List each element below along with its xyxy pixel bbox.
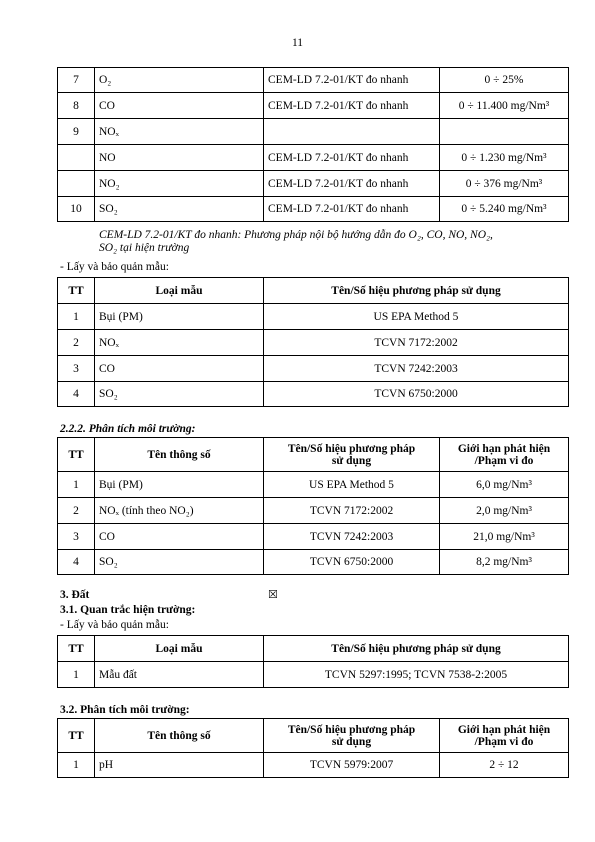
header-limit-line-2: /Phạm vi đo [474, 454, 534, 467]
header-method-line-1: Tên/Số hiệu phương pháp [287, 442, 416, 455]
row-sample-type: Mẫu đất [95, 662, 264, 688]
table-header-row [58, 438, 569, 472]
row-tt: 7 [58, 68, 95, 93]
row-parameter: CO [95, 93, 264, 119]
row-range: 0 ÷ 25% [440, 68, 569, 93]
row-parameter: NOₓ (tính theo NO₂) [95, 498, 264, 524]
field-measurement-table [57, 67, 569, 222]
row-limit: 2,0 mg/Nm³ [440, 498, 569, 524]
row-method: CEM-LD 7.2-01/KT đo nhanh [264, 68, 440, 93]
row-limit: 6,0 mg/Nm³ [440, 472, 569, 498]
row-method: US EPA Method 5 [264, 304, 569, 330]
header-method: Tên/Số hiệu phương pháp sử dụng [264, 278, 569, 304]
row-sample-type: Bụi (PM) [95, 304, 264, 330]
row-tt: 10 [58, 197, 95, 222]
row-range: 0 ÷ 5.240 mg/Nm³ [440, 197, 569, 222]
row-tt: 4 [58, 382, 95, 407]
row-method: TCVN 6750:2000 [264, 382, 569, 407]
row-range [440, 119, 569, 145]
row-method [264, 119, 440, 145]
header-method-line-2: sử dụng [331, 454, 372, 467]
table-row [58, 68, 569, 93]
header-method [264, 719, 440, 753]
method-note-line-2: SO₂ tại hiện trường [99, 242, 190, 254]
row-tt: 1 [58, 304, 95, 330]
table-row [58, 524, 569, 550]
table-row [58, 145, 569, 171]
row-tt: 3 [58, 524, 95, 550]
header-method-line-1: Tên/Số hiệu phương pháp [287, 723, 416, 736]
table-row [58, 662, 569, 688]
row-range: 0 ÷ 11.400 mg/Nm³ [440, 93, 569, 119]
row-tt: 2 [58, 330, 95, 356]
table-header-row [58, 719, 569, 753]
table-row [58, 550, 569, 575]
header-sample-type: Loại mẫu [95, 636, 264, 662]
row-method: TCVN 7172:2002 [264, 330, 569, 356]
header-tt: TT [58, 438, 95, 472]
row-method: TCVN 7172:2002 [264, 498, 440, 524]
row-parameter: O₂ [95, 68, 264, 93]
sampling-label: - Lấy và bảo quản mẫu: [60, 619, 169, 631]
section-heading-3-1: 3.1. Quan trắc hiện trường: [60, 604, 196, 616]
table-header-row [58, 636, 569, 662]
row-range: 0 ÷ 376 mg/Nm³ [440, 171, 569, 197]
section-heading-2-2-2: 2.2.2. Phân tích môi trường: [60, 423, 196, 435]
header-sample-type: Loại mẫu [95, 278, 264, 304]
soil-sampling-table [57, 635, 569, 688]
row-parameter: NO₂ [95, 171, 264, 197]
row-method: CEM-LD 7.2-01/KT đo nhanh [264, 197, 440, 222]
row-parameter: pH [95, 753, 264, 778]
table-row [58, 119, 569, 145]
row-method: TCVN 7242:2003 [264, 356, 569, 382]
sampling-table [57, 277, 569, 407]
header-limit-line-1: Giới hạn phát hiện [457, 442, 551, 455]
section-heading-3: 3. Đất [60, 589, 90, 601]
checked-box-icon: ☒ [268, 588, 278, 601]
page-number: 11 [291, 37, 304, 49]
row-method: CEM-LD 7.2-01/KT đo nhanh [264, 145, 440, 171]
header-limit [440, 438, 569, 472]
header-tt: TT [58, 719, 95, 753]
table-row [58, 472, 569, 498]
row-tt: 1 [58, 753, 95, 778]
row-tt: 8 [58, 93, 95, 119]
row-range: 0 ÷ 1.230 mg/Nm³ [440, 145, 569, 171]
analysis-table [57, 437, 569, 575]
row-limit: 8,2 mg/Nm³ [440, 550, 569, 575]
row-method: TCVN 7242:2003 [264, 524, 440, 550]
row-tt [58, 145, 95, 171]
row-parameter: NO [95, 145, 264, 171]
header-method-line-2: sử dụng [331, 735, 372, 748]
row-method: TCVN 5979:2007 [264, 753, 440, 778]
row-method: US EPA Method 5 [264, 472, 440, 498]
table-row [58, 171, 569, 197]
header-tt: TT [58, 636, 95, 662]
table-row [58, 356, 569, 382]
header-limit-line-1: Giới hạn phát hiện [457, 723, 551, 736]
row-sample-type: SO₂ [95, 382, 264, 407]
section-heading-3-2: 3.2. Phân tích môi trường: [60, 704, 190, 716]
row-tt: 4 [58, 550, 95, 575]
table-row [58, 197, 569, 222]
table-row [58, 93, 569, 119]
header-parameter: Tên thông số [95, 719, 264, 753]
sampling-label: - Lấy và bảo quản mẫu: [60, 261, 169, 273]
table-row [58, 498, 569, 524]
row-parameter: NOₓ [95, 119, 264, 145]
row-tt [58, 171, 95, 197]
table-row [58, 753, 569, 778]
row-sample-type: NOₓ [95, 330, 264, 356]
row-tt: 2 [58, 498, 95, 524]
header-limit-line-2: /Phạm vi đo [474, 735, 534, 748]
header-method: Tên/Số hiệu phương pháp sử dụng [264, 636, 569, 662]
table-row [58, 382, 569, 407]
table-row [58, 330, 569, 356]
row-method: CEM-LD 7.2-01/KT đo nhanh [264, 93, 440, 119]
table-row [58, 304, 569, 330]
row-method: TCVN 5297:1995; TCVN 7538-2:2005 [264, 662, 569, 688]
header-limit [440, 719, 569, 753]
row-parameter: CO [95, 524, 264, 550]
row-tt: 3 [58, 356, 95, 382]
header-parameter: Tên thông số [95, 438, 264, 472]
row-tt: 1 [58, 662, 95, 688]
row-parameter: SO₂ [95, 550, 264, 575]
method-note [99, 229, 569, 255]
row-method: TCVN 6750:2000 [264, 550, 440, 575]
header-tt: TT [58, 278, 95, 304]
method-note-line-1: CEM-LD 7.2-01/KT đo nhanh: Phương pháp nội bộ hướng dẫn đo O₂, CO, NO, NO₂, [99, 229, 493, 241]
header-method [264, 438, 440, 472]
row-parameter: SO₂ [95, 197, 264, 222]
row-sample-type: CO [95, 356, 264, 382]
table-header-row [58, 278, 569, 304]
row-tt: 1 [58, 472, 95, 498]
soil-analysis-table [57, 718, 569, 778]
row-limit: 21,0 mg/Nm³ [440, 524, 569, 550]
row-method: CEM-LD 7.2-01/KT đo nhanh [264, 171, 440, 197]
row-parameter: Bụi (PM) [95, 472, 264, 498]
row-tt: 9 [58, 119, 95, 145]
row-limit: 2 ÷ 12 [440, 753, 569, 778]
